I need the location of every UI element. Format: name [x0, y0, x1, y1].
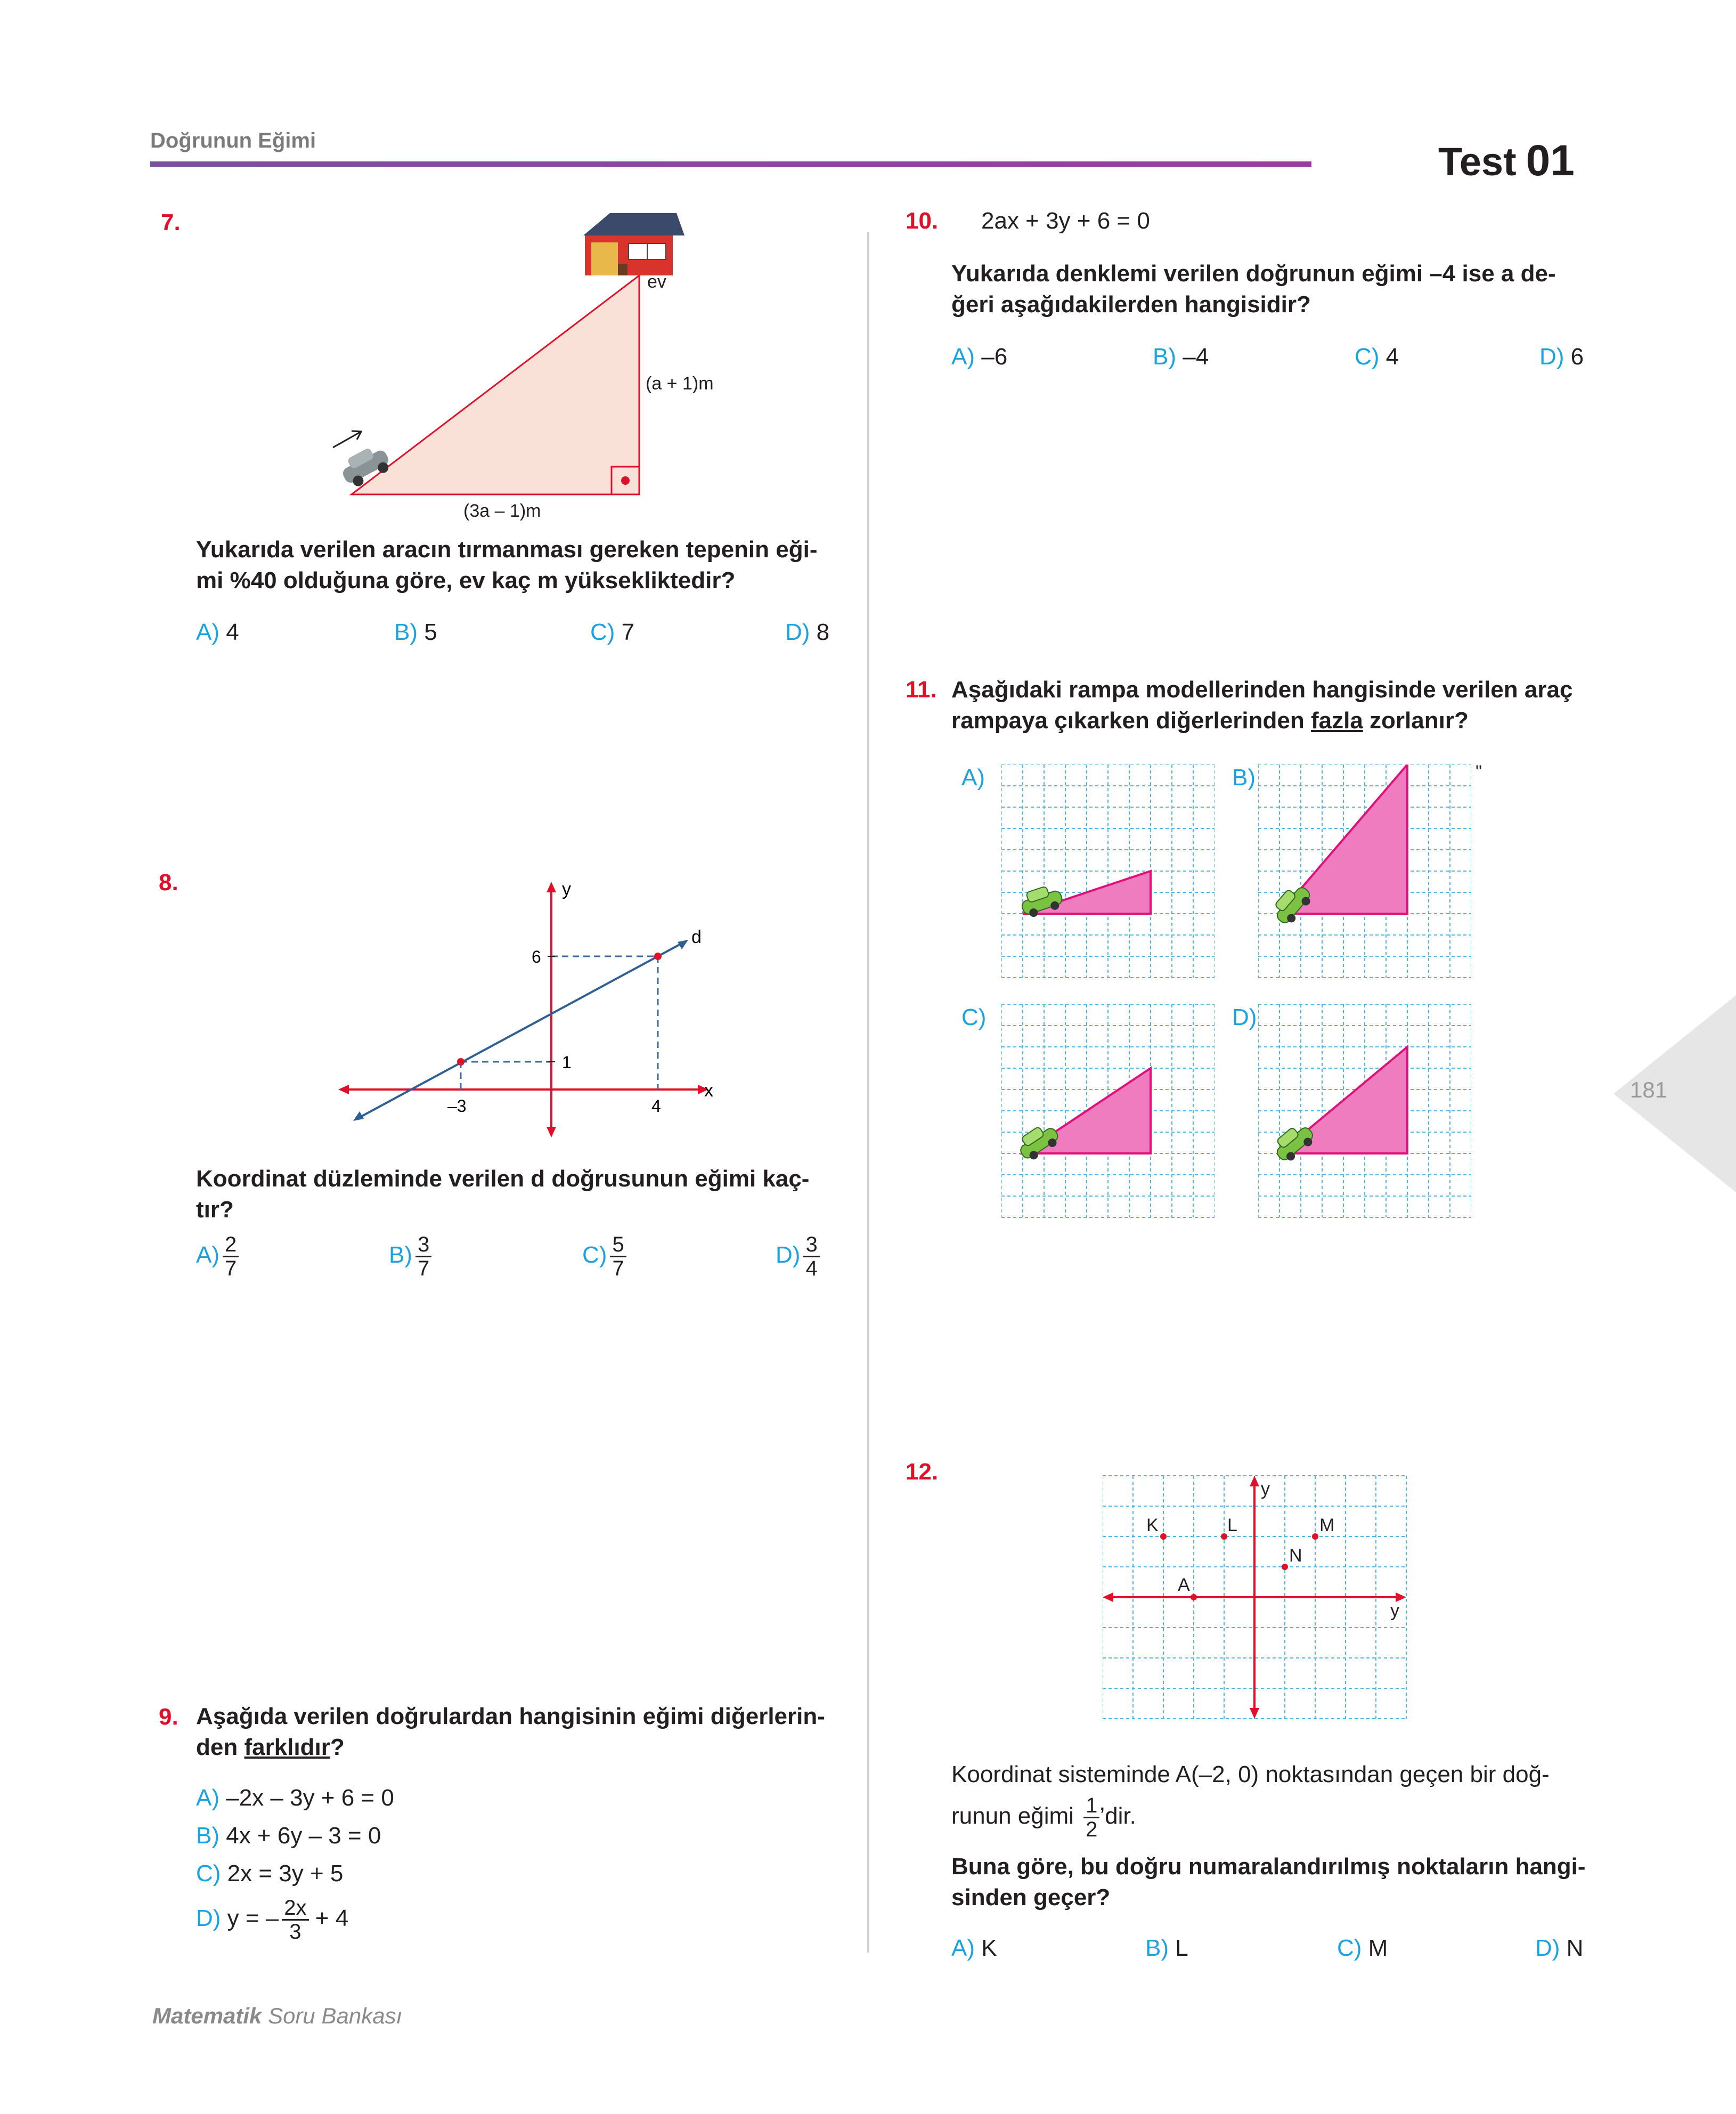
q7-text-line2: mi %40 olduğuna göre, ev kaç m yüksekliktedir?	[196, 567, 736, 593]
q10-option-b[interactable]: B) –4	[1153, 344, 1209, 370]
q7-option-d[interactable]: D) 8	[785, 619, 830, 645]
q9-option-c[interactable]: C) 2x = 3y + 5	[196, 1860, 344, 1887]
x-axis-label: x	[704, 1080, 713, 1101]
q7-text-line1: Yukarıda verilen aracın tırmanması gereken tepenin eği-	[196, 536, 818, 563]
q8-option-a[interactable]: A) $\frac{2}{7}$	[196, 1233, 239, 1280]
q8-text-line2: tır?	[196, 1197, 234, 1223]
car-icon	[1014, 1120, 1062, 1164]
q10-equation: 2ax + 3y + 6 = 0	[981, 208, 1150, 234]
ramp-b-grid	[1258, 765, 1471, 979]
q11-option-a[interactable]: A)	[961, 765, 985, 791]
right-angle-dot	[621, 476, 630, 485]
q11-text-line1: Aşağıdaki rampa modellerinden hangisinde verilen araç	[951, 677, 1573, 703]
ramp-d-grid	[1258, 1004, 1471, 1218]
q9-option-b[interactable]: B) 4x + 6y – 3 = 0	[196, 1823, 381, 1849]
q9-option-a[interactable]: A) –2x – 3y + 6 = 0	[196, 1785, 394, 1811]
base-label: (3a – 1)m	[463, 501, 541, 521]
section-title: Doğrunun Eğimi	[150, 129, 316, 152]
point-k	[1160, 1533, 1167, 1540]
q11-option-b[interactable]: B)	[1232, 765, 1256, 791]
q12-text-a	[951, 1759, 1550, 1841]
q12-text-line1: Koordinat sisteminde A(–2, 0) noktasından geçen bir doğ-	[951, 1761, 1550, 1787]
height-label: (a + 1)m	[646, 373, 714, 394]
q7-text	[196, 534, 817, 596]
house-icon	[583, 213, 684, 275]
q12-option-b[interactable]: B) L	[1145, 1935, 1188, 1961]
house-label: ev	[647, 272, 666, 292]
q12-text-line3: Buna göre, bu doğru numaralandırılmış noktaların hangi-	[951, 1853, 1586, 1880]
page-number: 181	[1630, 1077, 1668, 1102]
test-word: Test	[1438, 140, 1517, 184]
slope-triangle	[352, 275, 639, 494]
test-number: 01	[1526, 136, 1575, 185]
q9-option-d[interactable]: D) y = – $\frac{2x}{3}$ + 4	[196, 1896, 349, 1944]
stray-mark: "	[1476, 762, 1482, 782]
point-label-m: M	[1319, 1515, 1335, 1535]
q10-option-a[interactable]: A) –6	[951, 344, 1008, 370]
q10-option-c[interactable]: C) 4	[1355, 344, 1399, 370]
q8-figure	[336, 874, 724, 1140]
q12-text-line2: runun eğimi $\frac{1}{2}$ ’dir.	[951, 1794, 1136, 1841]
line-d	[357, 942, 684, 1119]
q10-text-line1: Yukarıda denklemi verilen doğrunun eğimi –4 ise a de-	[951, 261, 1556, 287]
q10-text	[951, 258, 1556, 320]
q8-option-c[interactable]: C) $\frac{5}{7}$	[582, 1233, 626, 1280]
point-4-6	[654, 953, 662, 960]
line-d-label: d	[691, 927, 702, 947]
q12-figure	[1103, 1473, 1412, 1723]
x-tick-neg3: –3	[447, 1096, 467, 1116]
q8-text	[196, 1164, 809, 1225]
x-tick-4: 4	[651, 1096, 661, 1116]
q10-text-line2: ğeri aşağıdakilerden hangisidir?	[951, 291, 1311, 318]
q11-number: 11.	[906, 677, 937, 703]
test-label	[1438, 136, 1575, 186]
column-divider	[867, 232, 869, 1953]
x-axis-label: y	[1390, 1600, 1399, 1621]
q8-number: 8.	[159, 869, 178, 896]
y-axis-label: y	[1261, 1479, 1270, 1499]
footer-book-title: Matematik Soru Bankası	[152, 2003, 403, 2028]
q9-text-line1: Aşağıda verilen doğrulardan hangisinin eğimi diğerlerin-	[196, 1703, 825, 1729]
q7-figure	[330, 205, 756, 525]
q7-option-b[interactable]: B) 5	[394, 619, 437, 645]
q9-text	[196, 1701, 825, 1763]
q9-number: 9.	[159, 1704, 178, 1730]
point-neg3-1	[457, 1058, 464, 1066]
point-n	[1282, 1564, 1288, 1570]
header-divider	[150, 161, 1311, 167]
ramp-c-grid	[1001, 1004, 1215, 1218]
q8-option-b[interactable]: B) $\frac{3}{7}$	[389, 1233, 431, 1280]
q11-option-c[interactable]: C)	[961, 1004, 987, 1030]
y-tick-1: 1	[562, 1053, 572, 1072]
q10-option-d[interactable]: D) 6	[1539, 344, 1584, 370]
q11-text-line2: rampaya çıkarken diğerlerinden fazla zorlanır?	[951, 708, 1469, 734]
point-label-k: K	[1146, 1515, 1159, 1535]
q12-number: 12.	[906, 1459, 939, 1485]
q12-option-a[interactable]: A) K	[951, 1935, 997, 1961]
q7-option-a[interactable]: A) 4	[196, 619, 239, 645]
point-label-n: N	[1289, 1546, 1302, 1566]
q12-option-d[interactable]: D) N	[1535, 1935, 1584, 1961]
point-m	[1312, 1533, 1318, 1540]
q8-option-d[interactable]: D) $\frac{3}{4}$	[776, 1233, 820, 1280]
q8-text-line1: Koordinat düzleminde verilen d doğrusunun eğimi kaç-	[196, 1166, 810, 1192]
arrow-icon	[333, 431, 361, 448]
q11-option-d[interactable]: D)	[1232, 1004, 1257, 1030]
q7-option-c[interactable]: C) 7	[590, 619, 635, 645]
q10-number: 10.	[906, 208, 939, 234]
q9-text-line2: den farklıdır?	[196, 1734, 345, 1760]
point-label-a: A	[1178, 1575, 1190, 1595]
ramp-a-grid	[1001, 765, 1215, 979]
point-label-l: L	[1227, 1515, 1237, 1535]
point-a	[1191, 1594, 1197, 1600]
point-l	[1221, 1533, 1227, 1540]
q12-text-b	[951, 1851, 1586, 1913]
q11-text	[951, 674, 1572, 736]
y-axis-label: y	[562, 879, 571, 899]
y-tick-6: 6	[532, 947, 541, 966]
q12-option-c[interactable]: C) M	[1337, 1935, 1388, 1961]
q12-text-line4: sinden geçer?	[951, 1884, 1111, 1910]
q7-number: 7.	[161, 209, 181, 235]
